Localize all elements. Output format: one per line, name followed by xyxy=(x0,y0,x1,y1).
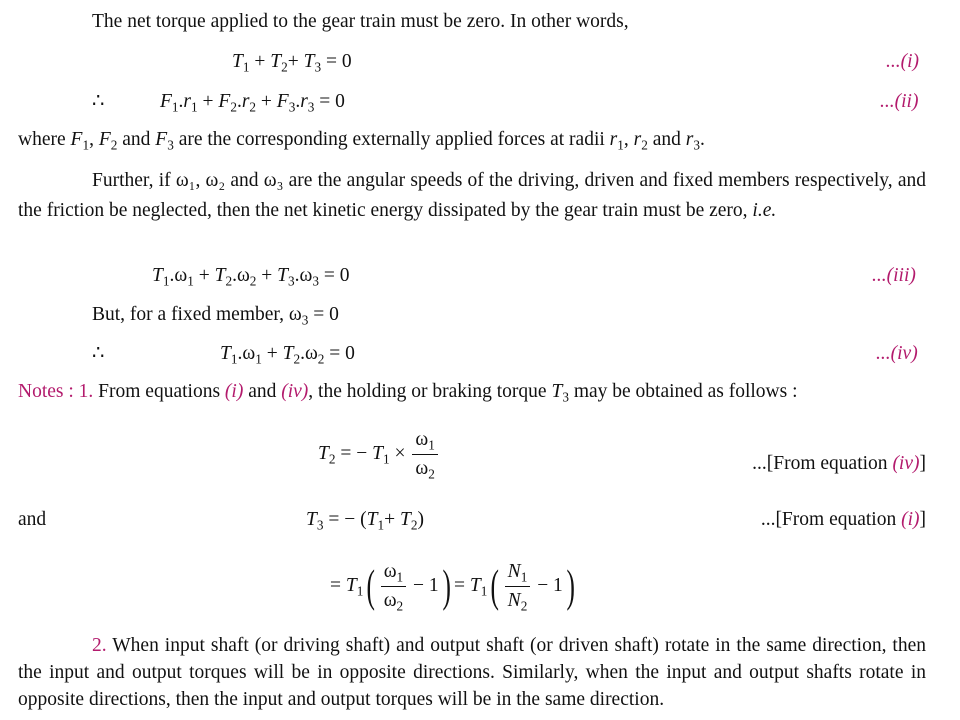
note1-text-a: From equations xyxy=(93,381,225,402)
omega-fraction: $\frac{\omega_1}{\omega_2}$ xyxy=(381,560,406,613)
note2-label: 2. xyxy=(92,635,107,656)
teeth-fraction: $\frac{N_1}{N_2}$ xyxy=(505,560,531,613)
where-rest: are the corresponding externally applied forces at radii xyxy=(173,129,610,150)
where-and-2: and xyxy=(647,129,686,150)
therefore-symbol: ∴ xyxy=(92,91,105,112)
equation-t2-fraction: $T_2$ = − $T_1$ × $\frac{\omega_1}{\omega_2}$ xyxy=(318,428,440,481)
further-paragraph xyxy=(18,166,926,226)
note1-ref-iv: (iv) xyxy=(281,381,309,402)
eq5-ref-num: (iv) xyxy=(892,453,920,474)
equation-t2-reference xyxy=(752,452,926,476)
equation-ii: $F_1.r_1 + F_2.r_2 + F_3.r_3 = 0$ xyxy=(160,91,345,115)
note-2 xyxy=(18,632,926,713)
equation-ii-tag: ...(ii) xyxy=(880,91,919,112)
fixed-member-line: But, for a fixed member, $\omega_3 = 0$ xyxy=(92,304,339,328)
where-paragraph: where $F_1$, $F_2$ and $F_3$ are the corresponding externally applied forces at radii $r_1$, $r_2$ and $r_3$. xyxy=(18,129,705,153)
equation-iii: $T_1.\omega_1 + T_2.\omega_2 + T_3.\omega_3 = 0$ xyxy=(152,265,350,289)
further-text: Further, if ω₁, ω₂ and ω₃ are the angular speeds of the driving, driven and fixed members respectively, and the friction be neglected, then the net kinetic energy dissipated by the gear train must be zero, xyxy=(18,170,926,221)
note1-text-d: may be obtained as follows : xyxy=(568,381,798,402)
eq6-ref-suffix: ] xyxy=(919,509,926,530)
equation-iv: $T_1.\omega_1 + T_2.\omega_2 = 0$ xyxy=(220,343,355,367)
further-ie: i.e. xyxy=(752,200,777,221)
equation-t3: $T_3$ = − $(T_1+ T_2)$ xyxy=(306,509,424,533)
equation-t3-reference xyxy=(761,508,926,532)
fixed-tail: = 0 xyxy=(308,304,339,325)
note1-ref-i: (i) xyxy=(224,381,244,402)
fixed-text: But, for a fixed member, ω xyxy=(92,304,302,325)
note2-text: When input shaft (or driving shaft) and output shaft (or driven shaft) rotate in the same direction, then the input and output torques will be in opposite directions. Similarly, when the input and output shafts rotate in opposite directions, then the input and output torques will be in the same direction. xyxy=(18,635,926,710)
equation-iv-tag: ...(iv) xyxy=(876,343,918,364)
eq5-ref-suffix: ] xyxy=(919,453,926,474)
eq5-ref-prefix: ...[From equation xyxy=(752,453,893,474)
equation-iii-tag: ...(iii) xyxy=(872,265,916,286)
omega-ratio-fraction: $\frac{\omega_1}{\omega_2}$ xyxy=(412,428,437,481)
equation-i-tag: ...(i) xyxy=(886,51,920,72)
where-and: and xyxy=(122,129,151,150)
equation-t3-expanded: = $T_1$( $\frac{\omega_1}{\omega_2}$ − $1) = T_1$( $\frac{N_1}{N_2}$ − 1) xyxy=(330,560,575,614)
note1-text-c: , the holding or braking torque xyxy=(308,381,552,402)
intro-paragraph: The net torque applied to the gear train must be zero. In other words, xyxy=(92,11,629,32)
note-1: Notes : 1. From equations (i) and (iv), the holding or braking torque $T_3$ may be obtained as follows : xyxy=(18,381,798,405)
notes-label: Notes : 1. xyxy=(18,381,94,402)
and-label: and xyxy=(18,509,47,530)
where-prefix: where xyxy=(18,129,71,150)
eq6-ref-num: (i) xyxy=(901,509,920,530)
therefore-symbol-2: ∴ xyxy=(92,343,105,364)
eq6-ref-prefix: ...[From equation xyxy=(760,509,902,530)
note1-text-b: and xyxy=(243,381,282,402)
equation-i: $T_1 + T_2+ T_3 = 0$ xyxy=(232,51,352,75)
